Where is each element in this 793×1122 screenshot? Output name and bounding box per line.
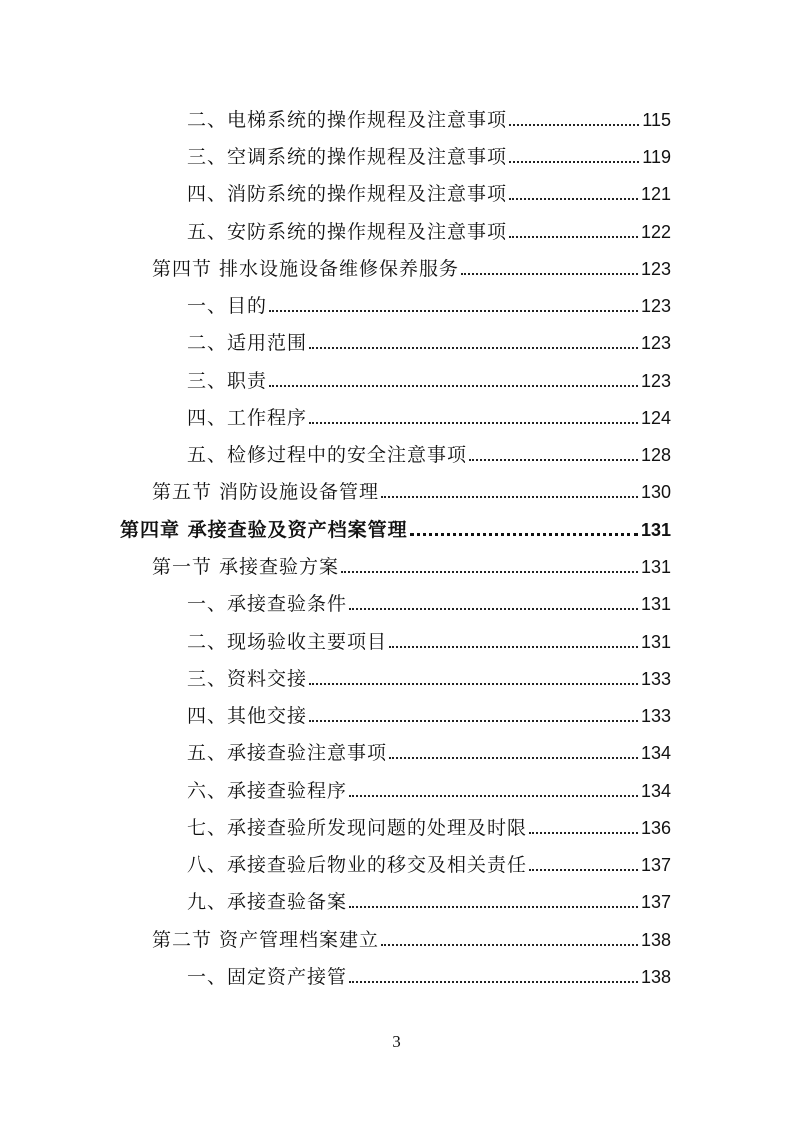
toc-entry[interactable] bbox=[0, 438, 671, 468]
toc-section-entry[interactable] bbox=[0, 923, 671, 953]
toc-leader bbox=[509, 236, 638, 238]
toc-section-entry[interactable] bbox=[0, 252, 671, 282]
toc-entry[interactable] bbox=[0, 289, 671, 319]
toc-entry-page: 133 bbox=[640, 706, 671, 726]
toc-entry-page: 138 bbox=[640, 967, 671, 987]
toc-entry[interactable] bbox=[0, 811, 671, 841]
toc-entry-page: 131 bbox=[640, 520, 671, 540]
toc-entry[interactable] bbox=[0, 774, 671, 804]
toc-entry[interactable] bbox=[0, 662, 671, 692]
toc-entry-title: 五、安防系统的操作规程及注意事项 bbox=[187, 221, 508, 243]
toc-leader bbox=[309, 683, 638, 685]
toc-entry-page: 123 bbox=[640, 259, 671, 279]
toc-entry-title: 第一节 承接查验方案 bbox=[152, 556, 340, 578]
toc-entry-title: 二、现场验收主要项目 bbox=[187, 631, 388, 653]
toc-leader bbox=[509, 161, 639, 163]
toc-entry-page: 131 bbox=[640, 594, 671, 614]
toc-leader bbox=[341, 571, 638, 573]
toc-entry-page: 122 bbox=[640, 222, 671, 242]
toc-leader bbox=[529, 869, 638, 871]
toc-entry-title: 二、适用范围 bbox=[187, 332, 308, 354]
toc-entry-title: 五、承接查验注意事项 bbox=[187, 742, 388, 764]
toc-entry-page: 134 bbox=[640, 781, 671, 801]
toc-entry-page: 131 bbox=[640, 632, 671, 652]
toc-entry-page: 128 bbox=[640, 445, 671, 465]
toc-entry-page: 136 bbox=[640, 818, 671, 838]
toc-entry-title: 一、固定资产接管 bbox=[187, 966, 348, 988]
toc-leader bbox=[509, 198, 638, 200]
toc-entry-title: 一、承接查验条件 bbox=[187, 593, 348, 615]
toc-leader bbox=[269, 310, 638, 312]
toc-entry-page: 134 bbox=[640, 743, 671, 763]
toc-entry-page: 130 bbox=[640, 482, 671, 502]
toc-entry[interactable] bbox=[0, 401, 671, 431]
toc-leader bbox=[309, 422, 638, 424]
toc-entry[interactable] bbox=[0, 364, 671, 394]
toc-entry-title: 一、目的 bbox=[187, 295, 268, 317]
toc-entry-title: 五、检修过程中的安全注意事项 bbox=[187, 444, 468, 466]
toc-entry[interactable] bbox=[0, 103, 671, 133]
toc-entry-title: 七、承接查验所发现问题的处理及时限 bbox=[187, 817, 528, 839]
toc-leader bbox=[469, 459, 638, 461]
toc-entry-page: 123 bbox=[640, 296, 671, 316]
toc-entry-page: 133 bbox=[640, 669, 671, 689]
toc-entry[interactable] bbox=[0, 140, 671, 170]
toc-entry[interactable] bbox=[0, 885, 671, 915]
toc-entry-title: 四、其他交接 bbox=[187, 705, 308, 727]
toc-entry[interactable] bbox=[0, 625, 671, 655]
toc-leader bbox=[381, 944, 638, 946]
toc-entry[interactable] bbox=[0, 177, 671, 207]
toc-entry-title: 三、资料交接 bbox=[187, 668, 308, 690]
toc-leader bbox=[309, 347, 638, 349]
toc-entry-page: 137 bbox=[640, 892, 671, 912]
toc-entry-title: 四、工作程序 bbox=[187, 407, 308, 429]
toc-entry-page: 123 bbox=[640, 333, 671, 353]
toc-leader bbox=[349, 981, 638, 983]
toc-entry[interactable] bbox=[0, 848, 671, 878]
toc-leader bbox=[269, 385, 638, 387]
toc-entry-title: 第五节 消防设施设备管理 bbox=[152, 481, 380, 503]
toc-entry-page: 115 bbox=[642, 110, 671, 130]
toc-entry-page: 138 bbox=[640, 930, 671, 950]
toc-entry-page: 121 bbox=[640, 184, 671, 204]
toc-leader bbox=[529, 832, 638, 834]
toc-entry-title: 三、空调系统的操作规程及注意事项 bbox=[187, 146, 508, 168]
page-number: 3 bbox=[392, 1032, 401, 1051]
toc-entry-title: 四、消防系统的操作规程及注意事项 bbox=[187, 183, 508, 205]
toc-entry-page: 124 bbox=[640, 408, 671, 428]
toc-entry-title: 三、职责 bbox=[187, 370, 268, 392]
toc-leader bbox=[389, 646, 638, 648]
toc-leader bbox=[349, 795, 638, 797]
toc-entry-title: 八、承接查验后物业的移交及相关责任 bbox=[187, 854, 528, 876]
toc-entry[interactable] bbox=[0, 215, 671, 245]
toc-entry[interactable] bbox=[0, 699, 671, 729]
toc-entry-page: 131 bbox=[640, 557, 671, 577]
toc-entry-title: 第四节 排水设施设备维修保养服务 bbox=[152, 258, 460, 280]
toc-leader bbox=[309, 720, 638, 722]
toc-entry[interactable] bbox=[0, 736, 671, 766]
toc-entry-title: 九、承接查验备案 bbox=[187, 891, 348, 913]
toc-entry-page: 119 bbox=[642, 147, 671, 167]
toc-entry-title: 第二节 资产管理档案建立 bbox=[152, 929, 380, 951]
toc-leader bbox=[381, 496, 638, 498]
toc-leader bbox=[509, 124, 639, 126]
toc-section-entry[interactable] bbox=[0, 475, 671, 505]
toc-entry-title: 第四章 承接查验及资产档案管理 bbox=[120, 519, 408, 541]
toc-entry-title: 六、承接查验程序 bbox=[187, 780, 348, 802]
toc-chapter-entry[interactable] bbox=[0, 513, 671, 543]
toc-entry-page: 137 bbox=[640, 855, 671, 875]
toc-leader bbox=[389, 757, 638, 759]
toc-entry-page: 123 bbox=[640, 371, 671, 391]
toc-entry-title: 二、电梯系统的操作规程及注意事项 bbox=[187, 109, 508, 131]
toc-leader bbox=[349, 608, 638, 610]
toc-section-entry[interactable] bbox=[0, 550, 671, 580]
toc-leader bbox=[461, 273, 638, 275]
toc-leader bbox=[410, 533, 638, 536]
toc-entry[interactable] bbox=[0, 960, 671, 990]
toc-leader bbox=[349, 906, 638, 908]
toc-entry[interactable] bbox=[0, 326, 671, 356]
toc-entry[interactable] bbox=[0, 587, 671, 617]
